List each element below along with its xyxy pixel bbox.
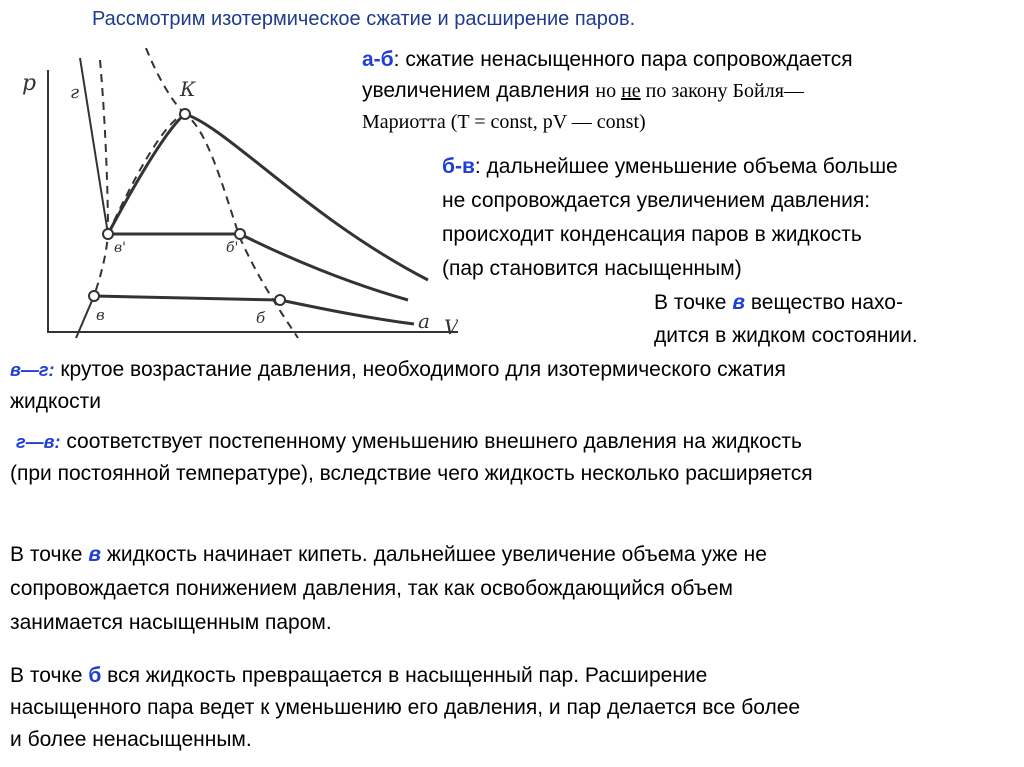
isotherm-upper [108,234,408,300]
ab-line-2: увеличением давления но не по закону Бойля— [362,79,804,102]
bv-tag: б-в [442,155,475,178]
point-b [275,295,285,305]
final-tag: б [88,664,102,687]
label-v-upper: в' [114,240,126,256]
point-b-upper [235,229,245,239]
boil-tag: в [88,543,102,566]
ab-line-3: Мариотта (T = const, pV — const) [362,111,646,133]
point-v-tag: в [732,291,746,314]
boundary-dome-dashed [108,114,298,338]
ab-paragraph [362,44,853,138]
label-a: а [418,309,430,333]
vg-paragraph: в—г: крутое возрастание давления, необходимого для изотермического сжатия жидкости [10,358,786,413]
label-b-upper: б' [226,240,239,256]
axis-p-label: p [22,71,37,96]
point-v-paragraph: В точке в вещество нахо- дится в жидком состоянии. [654,291,918,347]
slide-title: Рассмотрим изотермическое сжатие и расширение паров. [92,8,636,30]
label-k: К [180,77,196,101]
label-b: б [256,309,266,327]
boundary-left-dashed [94,60,108,296]
point-k [180,109,190,119]
bv-paragraph: б-в: дальнейшее уменьшение объема больше не сопровождается увеличением давления: происходит конденсация паров в жидкость (пар становится насыщенным) [442,155,898,280]
axis-v-label: V [444,315,458,339]
final-paragraph: В точке б вся жидкость превращается в насыщенный пар. Расширение насыщенного пара ведет к уменьшению его давления, и пар делается все более и более ненасыщенным. [10,664,801,751]
isotherm-lower [94,296,414,324]
liquid-isotherm-upper [80,58,108,234]
vg-tag: в—г: [10,360,55,380]
ab-line-1: а-б: сжатие ненасыщенного пара сопровождается [362,48,853,71]
label-v: в [96,306,105,324]
boil-paragraph: В точке в жидкость начинает кипеть. дальнейшее увеличение объема уже не сопровождается понижением давления, так как освобождающийся объем занимается насыщенным паром. [10,543,767,634]
label-g: г [70,82,80,103]
gv-tag: г—в: [16,432,61,452]
point-v-upper [103,229,113,239]
point-v [89,291,99,301]
gv-paragraph: г—в: соответствует постепенному уменьшению внешнего давления на жидкость (при постоянной температуре), вследствие чего жидкость несколько расширяется [10,430,813,485]
critical-isotherm [108,114,428,280]
ab-tag: а-б [362,48,394,71]
